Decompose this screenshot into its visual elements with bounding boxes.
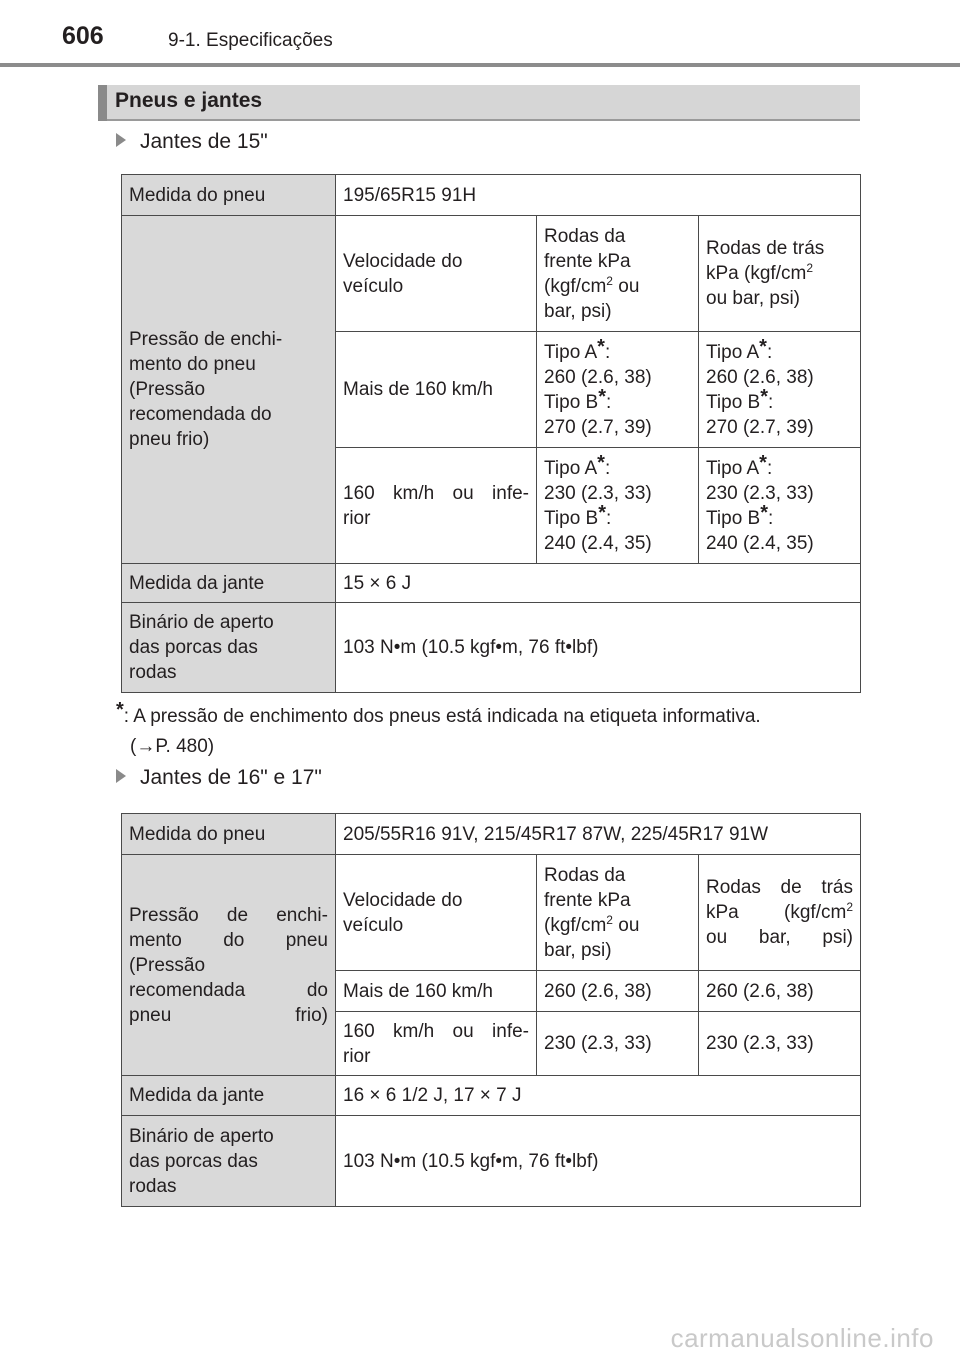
page-header	[0, 0, 960, 68]
tire-size-label: Medida do pneu	[122, 175, 336, 216]
col-rear-header: Rodas de trás kPa ($kgf/cm^2$ ou bar, psi)	[699, 855, 861, 971]
page-number: 606	[62, 22, 104, 50]
pressure-label: Pressão de enchi- mento do pneu (Pressão recomendada do pneu frio)	[122, 855, 336, 1076]
section-heading-bar	[98, 85, 860, 121]
pressure-label: Pressão de enchi- mento do pneu (Pressão recomendada do pneu frio)	[122, 216, 336, 564]
tire-size-value: 205/55R16 91V, 215/45R17 87W, 225/45R17 91W	[336, 814, 861, 855]
table-row	[122, 1116, 861, 1207]
triangle-bullet-icon	[116, 133, 126, 147]
table-row	[122, 175, 861, 216]
wheel-size-value: 15 × 6 J	[336, 564, 861, 603]
col-speed-header: Velocidade do veículo	[336, 855, 537, 971]
col-front-header: Rodas da frente kPa ($kgf/cm^2$ ou bar, psi)	[537, 216, 699, 332]
footnote-text: : A pressão de enchimento dos pneus está indicada na etiqueta informativa.	[123, 706, 761, 727]
triangle-bullet-icon	[116, 769, 126, 783]
tire-size-value: 195/65R15 91H	[336, 175, 861, 216]
wheel-size-label: Medida da jante	[122, 564, 336, 603]
row-low-rear: Tipo A*: 230 (2.3, 33) Tipo B*: 240 (2.4, 35)	[699, 448, 861, 564]
col-speed-header: Velocidade do veículo	[336, 216, 537, 332]
subsection-heading-16-17	[116, 766, 322, 790]
tire-spec-table-15	[121, 174, 861, 693]
wheel-size-value: 16 × 6 1/2 J, 17 × 7 J	[336, 1076, 861, 1116]
table-row	[122, 216, 861, 332]
chapter-title: 9-1. Especificações	[168, 30, 333, 51]
col-rear-header: Rodas de trás kPa ($kgf/cm^2$ ou bar, psi)	[699, 216, 861, 332]
subsection-title: Jantes de 16" e 17"	[140, 766, 322, 789]
row-high-speed: Mais de 160 km/h	[336, 971, 537, 1012]
subsection-title: Jantes de 15"	[140, 130, 268, 153]
subsection-heading-15	[116, 130, 268, 154]
row-low-speed: 160 km/h ou infe- rior	[336, 448, 537, 564]
wheel-size-label: Medida da jante	[122, 1076, 336, 1116]
table-row	[122, 603, 861, 693]
table-row	[122, 564, 861, 603]
torque-label: Binário de aperto das porcas das rodas	[122, 603, 336, 693]
row-low-rear: 230 (2.3, 33)	[699, 1012, 861, 1076]
torque-label: Binário de aperto das porcas das rodas	[122, 1116, 336, 1207]
row-high-front: 260 (2.6, 38)	[537, 971, 699, 1012]
table-row	[122, 814, 861, 855]
row-low-speed: 160 km/h ou infe- rior	[336, 1012, 537, 1076]
row-low-front: 230 (2.3, 33)	[537, 1012, 699, 1076]
col-front-header: Rodas da frente kPa ($kgf/cm^2$ ou bar, psi)	[537, 855, 699, 971]
footnote-page-reference[interactable]: (→P. 480)	[130, 736, 215, 757]
torque-value: 103 N•m (10.5 kgf•m, 76 ft•lbf)	[336, 1116, 861, 1207]
section-tab-marker	[98, 85, 107, 121]
header-divider	[0, 63, 960, 67]
table-row	[122, 1076, 861, 1116]
row-high-rear: Tipo A*: 260 (2.6, 38) Tipo B*: 270 (2.7, 39)	[699, 332, 861, 448]
section-title: Pneus e jantes	[115, 89, 263, 112]
watermark: carmanualsonline.info	[670, 1323, 934, 1353]
tire-size-label: Medida do pneu	[122, 814, 336, 855]
row-high-speed: Mais de 160 km/h	[336, 332, 537, 448]
footnote-marker: *	[116, 699, 124, 721]
row-low-front: Tipo A*: 230 (2.3, 33) Tipo B*: 240 (2.4, 35)	[537, 448, 699, 564]
torque-value: 103 N•m (10.5 kgf•m, 76 ft•lbf)	[336, 603, 861, 693]
row-high-front: Tipo A*: 260 (2.6, 38) Tipo B*: 270 (2.7, 39)	[537, 332, 699, 448]
table-row	[122, 855, 861, 971]
row-high-rear: 260 (2.6, 38)	[699, 971, 861, 1012]
tire-spec-table-16-17	[121, 813, 861, 1207]
footnote	[116, 699, 876, 762]
